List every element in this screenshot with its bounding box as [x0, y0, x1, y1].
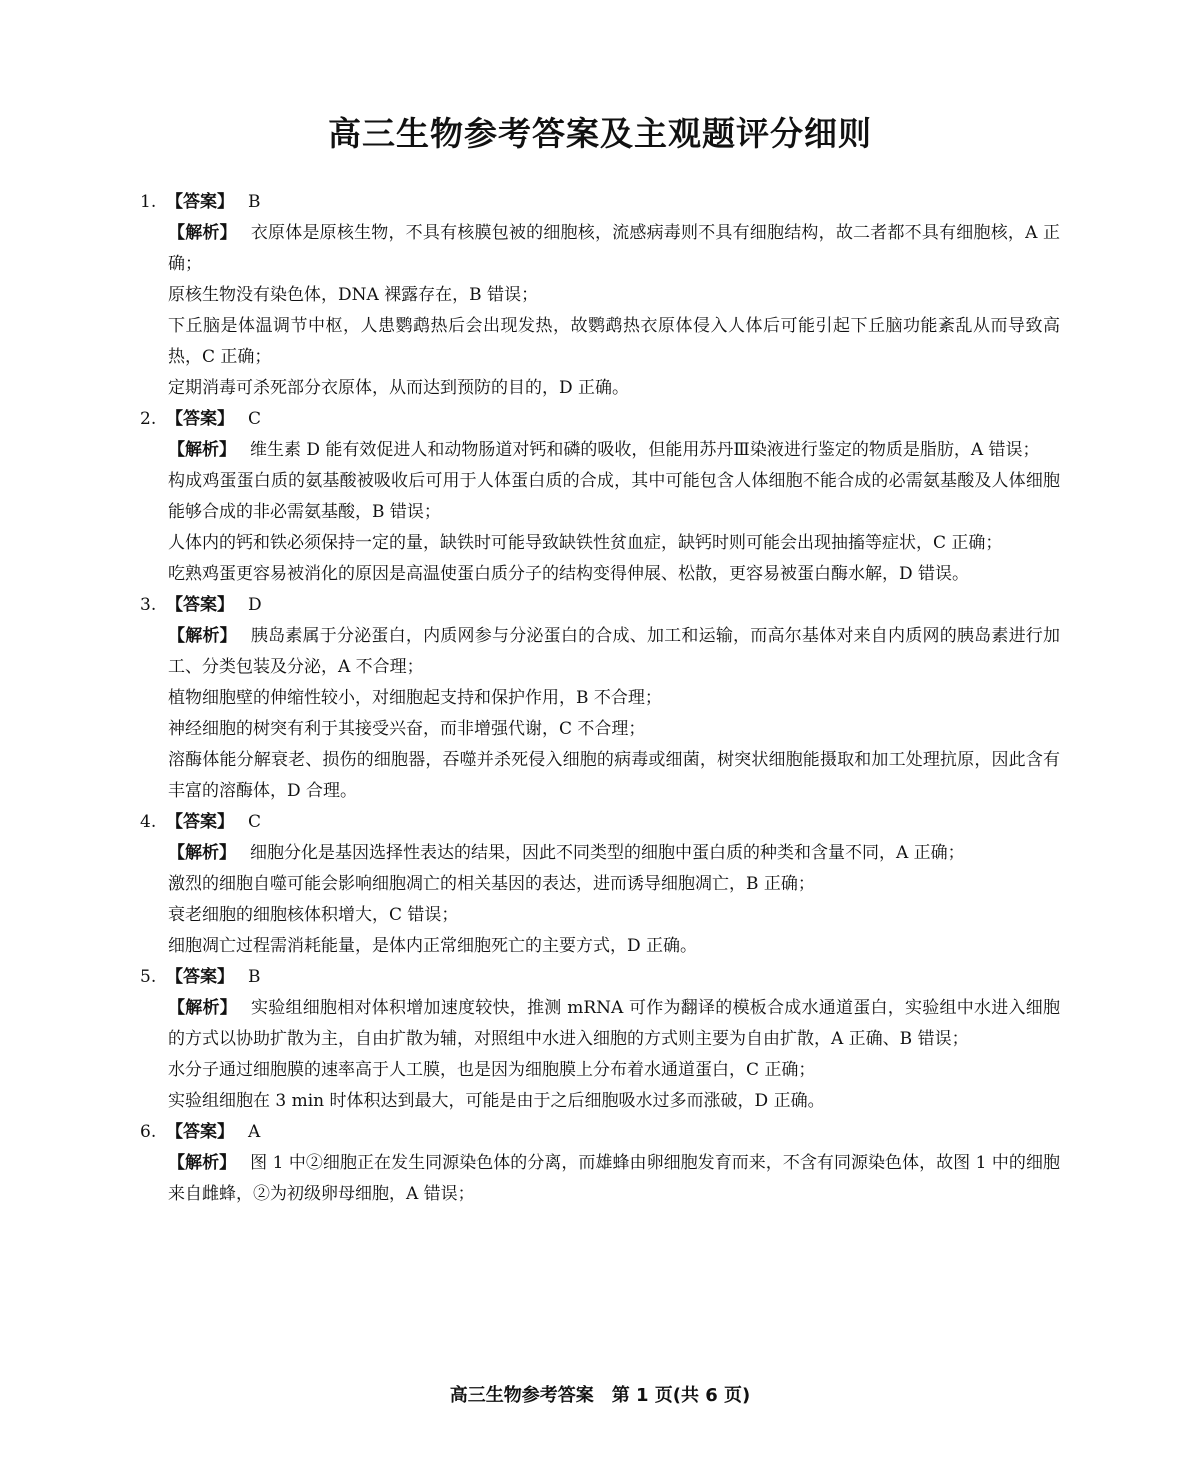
analysis-line [168, 869, 1060, 900]
analysis-text: 神经细胞的树突有利于其接受兴奋，而非增强代谢，C 不合理； [168, 719, 646, 739]
analysis-line [168, 714, 1060, 745]
analysis-line [168, 218, 1060, 280]
analysis-text: 人体内的钙和铁必须保持一定的量，缺铁时可能导致缺铁性贫血症，缺钙时则可能会出现抽搐等症状，C 正确； [168, 533, 1003, 553]
analysis-line [168, 559, 1060, 590]
question-number: 5. [140, 967, 157, 987]
analysis-text: 图 1 中②细胞正在发生同源染色体的分离，而雄蜂由卵细胞发育而来，不含有同源染色体，故图 1 中的细胞来自雌蜂，②为初级卵母细胞，A 错误； [168, 1153, 1061, 1204]
answer-line [140, 807, 1060, 838]
analysis-tag: 【解析】 [168, 626, 237, 646]
analysis-text: 实验组细胞在 3 min 时体积达到最大，可能是由于之后细胞吸水过多而涨破，D 正确。 [168, 1091, 825, 1111]
analysis-line [168, 1055, 1060, 1086]
analysis-text: 衣原体是原核生物，不具有核膜包被的细胞核，流感病毒则不具有细胞结构，故二者都不具有细胞核，A 正确； [168, 223, 1060, 274]
question-item [140, 1117, 1060, 1210]
page-title: 高三生物参考答案及主观题评分细则 [328, 114, 872, 153]
analysis-line [168, 621, 1060, 683]
analysis-block [140, 838, 1060, 962]
question-item [140, 807, 1060, 962]
analysis-text: 细胞分化是基因选择性表达的结果，因此不同类型的细胞中蛋白质的种类和含量不同，A 正确； [250, 843, 965, 863]
question-number: 2. [140, 409, 157, 429]
answer-line [140, 590, 1060, 621]
answer-line [140, 404, 1060, 435]
answer-value: D [248, 595, 262, 615]
analysis-line [168, 311, 1060, 373]
analysis-text: 水分子通过细胞膜的速率高于人工膜，也是因为细胞膜上分布着水通道蛋白，C 正确； [168, 1060, 816, 1080]
analysis-text: 原核生物没有染色体，DNA 裸露存在，B 错误； [168, 285, 539, 305]
page-footer: 高三生物参考答案 第 1 页(共 6 页) [449, 1385, 751, 1406]
answer-line [140, 1117, 1060, 1148]
question-number: 3. [140, 595, 157, 615]
analysis-line [168, 683, 1060, 714]
analysis-line [168, 466, 1060, 528]
analysis-text: 衰老细胞的细胞核体积增大，C 错误； [168, 905, 459, 925]
question-number: 4. [140, 812, 157, 832]
answer-tag: 【答案】 [166, 812, 234, 832]
analysis-line [168, 435, 1060, 466]
analysis-text: 激烈的细胞自噬可能会影响细胞凋亡的相关基因的表达，进而诱导细胞凋亡，B 正确； [168, 874, 815, 894]
analysis-line [168, 1086, 1060, 1117]
analysis-tag: 【解析】 [168, 843, 236, 863]
analysis-text: 植物细胞壁的伸缩性较小，对细胞起支持和保护作用，B 不合理； [168, 688, 662, 708]
answer-tag: 【答案】 [166, 409, 234, 429]
answer-list [140, 187, 1060, 1210]
question-item [140, 962, 1060, 1117]
analysis-line [168, 280, 1060, 311]
analysis-block [140, 218, 1060, 404]
answer-tag: 【答案】 [166, 595, 234, 615]
analysis-line [168, 993, 1060, 1055]
analysis-line [168, 528, 1060, 559]
answer-tag: 【答案】 [166, 192, 234, 212]
question-number: 1. [140, 192, 157, 212]
answer-value: C [248, 812, 262, 832]
answer-line [140, 962, 1060, 993]
analysis-text: 构成鸡蛋蛋白质的氨基酸被吸收后可用于人体蛋白质的合成，其中可能包含人体细胞不能合成的必需氨基酸及人体细胞能够合成的非必需氨基酸，B 错误； [168, 471, 1060, 522]
question-item [140, 187, 1060, 404]
answer-value: B [248, 967, 261, 987]
answer-tag: 【答案】 [166, 1122, 234, 1142]
analysis-line [168, 838, 1060, 869]
analysis-block [140, 621, 1060, 807]
answer-value: B [248, 192, 261, 212]
analysis-text: 维生素 D 能有效促进人和动物肠道对钙和磷的吸收，但能用苏丹Ⅲ染液进行鉴定的物质是脂肪，A 错误； [250, 440, 1040, 460]
analysis-line [168, 931, 1060, 962]
analysis-block [140, 1148, 1060, 1210]
analysis-text: 实验组细胞相对体积增加速度较快，推测 mRNA 可作为翻译的模板合成水通道蛋白，实验组中水进入细胞的方式以协助扩散为主，自由扩散为辅，对照组中水进入细胞的方式则主要为自由扩散，A 正确、B 错误； [168, 998, 1060, 1049]
analysis-line [168, 745, 1060, 807]
analysis-line [168, 900, 1060, 931]
analysis-text: 细胞凋亡过程需消耗能量，是体内正常细胞死亡的主要方式，D 正确。 [168, 936, 698, 956]
answer-value: C [248, 409, 262, 429]
question-item [140, 404, 1060, 590]
answer-tag: 【答案】 [166, 967, 234, 987]
analysis-text: 溶酶体能分解衰老、损伤的细胞器，吞噬并杀死侵入细胞的病毒或细菌，树突状细胞能摄取和加工处理抗原，因此含有丰富的溶酶体，D 合理。 [168, 750, 1060, 801]
question-number: 6. [140, 1122, 157, 1142]
analysis-text: 下丘脑是体温调节中枢，人患鹦鹉热后会出现发热，故鹦鹉热衣原体侵入人体后可能引起下丘脑功能紊乱从而导致高热，C 正确； [168, 316, 1060, 367]
analysis-tag: 【解析】 [168, 1153, 237, 1173]
analysis-block [140, 993, 1060, 1117]
answer-value: A [248, 1122, 261, 1142]
analysis-tag: 【解析】 [168, 998, 238, 1018]
question-item [140, 590, 1060, 807]
answer-line [140, 187, 1060, 218]
analysis-block [140, 435, 1060, 590]
analysis-text: 胰岛素属于分泌蛋白，内质网参与分泌蛋白的合成、加工和运输，而高尔基体对来自内质网的胰岛素进行加工、分类包装及分泌，A 不合理； [168, 626, 1061, 677]
analysis-tag: 【解析】 [168, 223, 237, 243]
analysis-text: 吃熟鸡蛋更容易被消化的原因是高温使蛋白质分子的结构变得伸展、松散，更容易被蛋白酶水解，D 错误。 [168, 564, 970, 584]
analysis-line [168, 1148, 1060, 1210]
analysis-tag: 【解析】 [168, 440, 236, 460]
analysis-text: 定期消毒可杀死部分衣原体，从而达到预防的目的，D 正确。 [168, 378, 630, 398]
analysis-line [168, 373, 1060, 404]
